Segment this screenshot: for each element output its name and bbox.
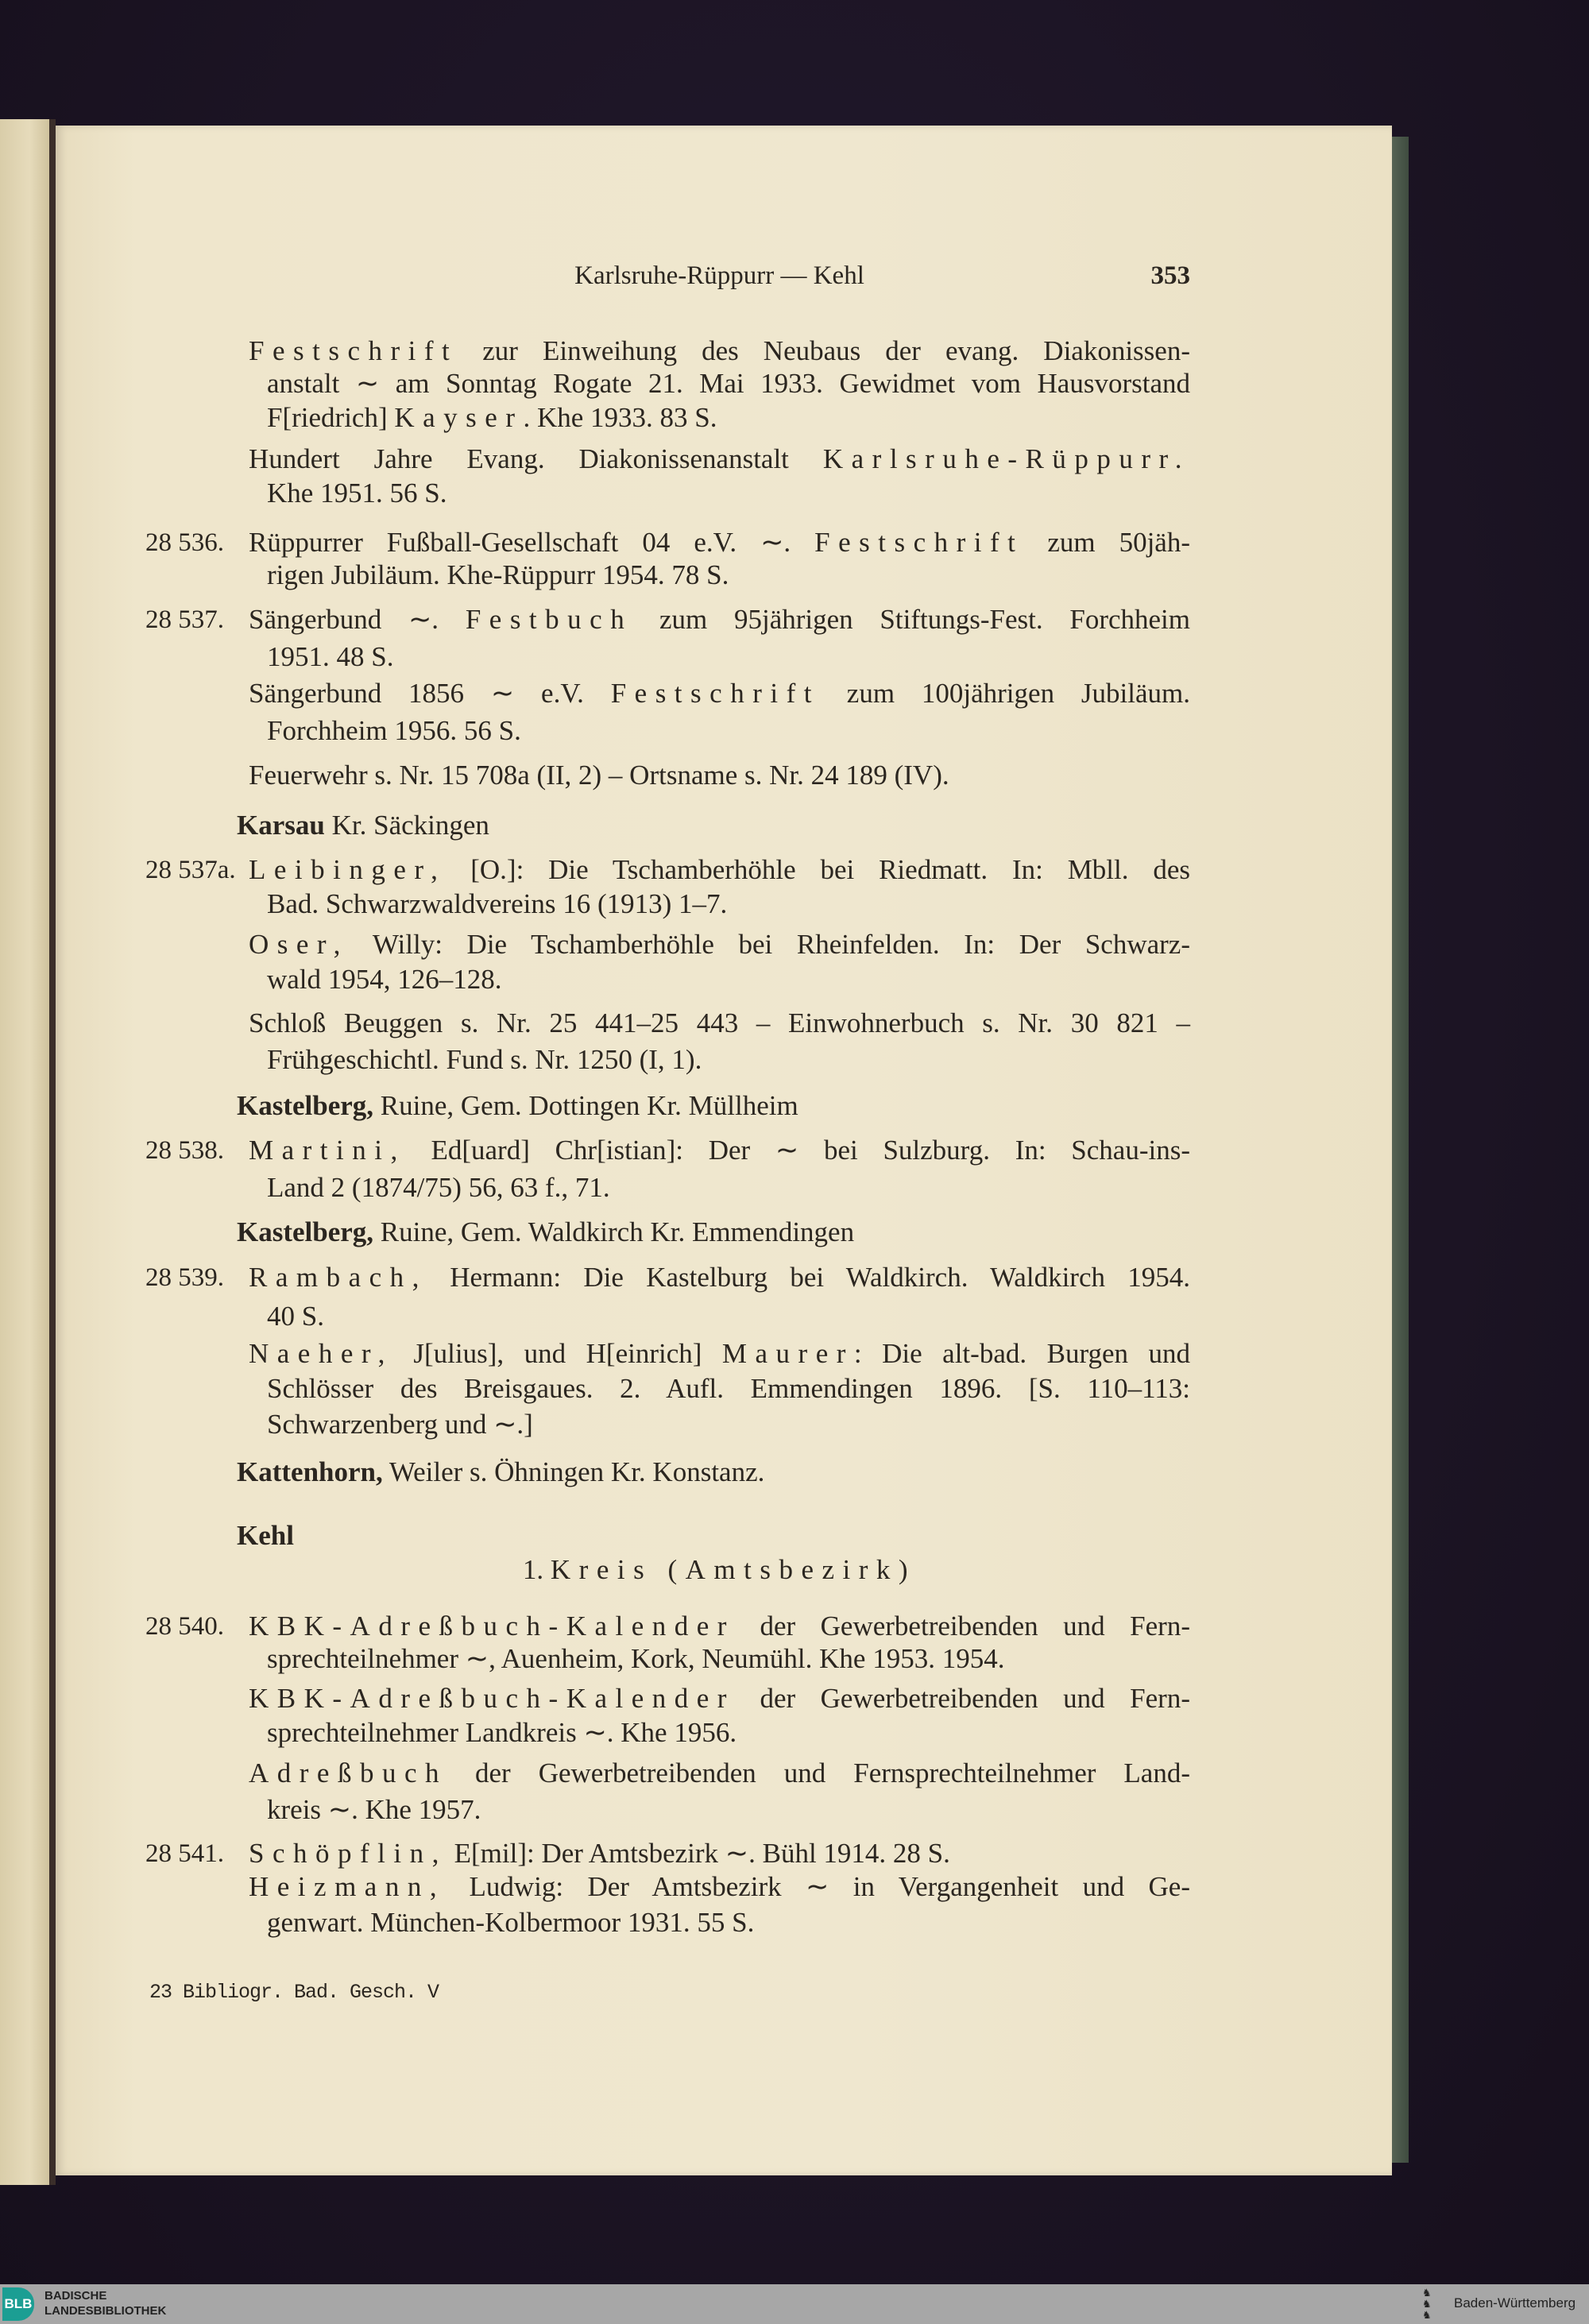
text-line	[249, 854, 1190, 886]
text-segment: Forchheim 1956. 56 S.	[267, 715, 521, 746]
text-line	[267, 1172, 1190, 1204]
text-line	[267, 368, 1190, 400]
text-segment: Land 2 (1874/75) 56, 63 f., 71.	[267, 1172, 610, 1203]
text-line	[249, 760, 1190, 791]
text-line	[267, 402, 1190, 434]
text-line	[267, 559, 1190, 591]
text-line	[267, 1409, 1190, 1440]
text-line	[267, 1301, 1190, 1332]
blb-logo[interactable]: BLB	[2, 2287, 34, 2321]
text-segment: Sängerbund ∼.	[249, 604, 466, 635]
bold-place-name: Karsau	[237, 810, 325, 841]
spaced-author-title: Leibinger,	[249, 854, 447, 885]
text-segment: zum 50jäh-	[1023, 527, 1190, 558]
text-segment: zum 95jährigen Stiftungs-Fest. Forchheim	[632, 604, 1190, 635]
text-line	[267, 1643, 1190, 1675]
text-line	[249, 1683, 1190, 1715]
place-heading	[237, 1520, 294, 1552]
text-line	[249, 1338, 1190, 1370]
text-segment: der Gewerbetreibenden und Fern-	[734, 1611, 1190, 1641]
previous-page-edge	[0, 119, 49, 2185]
text-segment: Rüppurrer Fußball-Gesellschaft 04 e.V. ∼.	[249, 527, 815, 558]
viewer-footer-bar	[0, 2284, 1589, 2324]
text-segment: 40 S.	[267, 1301, 324, 1332]
text-line	[249, 1611, 1190, 1642]
text-segment: zur Einweihung des Neubaus der evang. Diakonissen-	[458, 335, 1190, 366]
text-line	[267, 1373, 1190, 1405]
state-coat-of-arms-icon: ♞ ♞ ♞	[1422, 2287, 1432, 2321]
text-segment: Ed[uard] Chr[istian]: Der ∼ bei Sulzburg. In: Schau-ins-	[405, 1135, 1190, 1166]
text-line	[267, 1907, 1190, 1939]
text-segment: Willy: Die Tschamberhöhle bei Rheinfelden. In: Der Schwarz-	[348, 929, 1190, 960]
place-heading	[237, 1456, 764, 1488]
text-line	[249, 1007, 1190, 1039]
state-label: Baden-Württemberg	[1454, 2295, 1576, 2310]
text-segment: Feuerwehr s. Nr. 15 708a (II, 2) – Ortsname s. Nr. 24 189 (IV).	[249, 760, 949, 791]
spaced-author-title: Maurer	[721, 1338, 854, 1369]
text-segment: Ruine, Gem. Waldkirch Kr. Emmendingen	[373, 1216, 855, 1247]
text-segment: Ruine, Gem. Dottingen Kr. Müllheim	[373, 1090, 798, 1121]
spaced-author-title: KBK-Adreßbuch-Kalender	[249, 1683, 735, 1714]
text-segment: wald 1954, 126–128.	[267, 964, 502, 995]
spaced-author-title: Festschrift	[610, 678, 820, 709]
text-line	[249, 1838, 1190, 1870]
place-heading	[237, 1090, 798, 1122]
text-segment: Hermann: Die Kastelburg bei Waldkirch. Waldkirch 1954.	[427, 1262, 1190, 1293]
place-heading	[237, 1216, 854, 1248]
spaced-author-title: Oser,	[249, 929, 349, 960]
text-line	[249, 929, 1190, 961]
text-segment: F[riedrich]	[267, 402, 395, 433]
text-segment: 1951. 48 S.	[267, 641, 394, 672]
text-segment: J[ulius], und H[einrich]	[392, 1338, 722, 1369]
text-segment: genwart. München-Kolbermoor 1931. 55 S.	[267, 1907, 755, 1938]
spaced-author-title: Rambach,	[249, 1262, 427, 1293]
bold-place-name: Kehl	[237, 1520, 294, 1551]
text-segment: Khe 1951. 56 S.	[267, 478, 447, 508]
text-segment: Kr. Säckingen	[324, 810, 489, 841]
entry-number: 28 541.	[145, 1839, 224, 1868]
bold-place-name: Kastelberg,	[237, 1090, 374, 1121]
text-segment: Sängerbund 1856 ∼ e.V.	[249, 678, 611, 709]
bold-place-name: Kattenhorn,	[237, 1456, 383, 1487]
text-line	[249, 604, 1190, 636]
signature-footnote: 23 Bibliogr. Bad. Gesch. V	[149, 1981, 439, 2004]
text-line	[249, 443, 1190, 475]
spaced-author-title: Festbuch	[465, 604, 633, 635]
text-segment: Schlösser des Breisgaues. 2. Aufl. Emmendingen 1896. [S. 110–113:	[267, 1373, 1190, 1404]
spaced-author-title: Naeher,	[249, 1338, 393, 1369]
library-name-line1: BADISCHE	[44, 2289, 107, 2303]
spaced-author-title: Kayser	[394, 402, 524, 433]
entry-number: 28 537.	[145, 605, 224, 634]
spaced-author-title: Kreis (Amtsbezirk)	[550, 1554, 917, 1585]
spaced-author-title: Festschrift	[814, 527, 1024, 558]
text-segment: anstalt ∼ am Sonntag Rogate 21. Mai 1933. Gewidmet vom Hausvorstand	[267, 368, 1190, 399]
bold-place-name: Kastelberg,	[237, 1216, 374, 1247]
spaced-author-title: Heizmann,	[249, 1871, 446, 1902]
text-segment: Ludwig: Der Amtsbezirk ∼ in Vergangenheit und Ge-	[445, 1871, 1190, 1902]
text-segment: kreis ∼. Khe 1957.	[267, 1794, 481, 1825]
text-line	[249, 678, 1190, 710]
text-line	[267, 478, 1190, 509]
page-gutter	[49, 119, 56, 2185]
text-line	[249, 335, 1190, 367]
text-line	[267, 1794, 1190, 1826]
text-line	[267, 1044, 1190, 1076]
entry-number: 28 537a.	[145, 856, 236, 884]
text-segment: E[mil]: Der Amtsbezirk ∼. Bühl 1914. 28 S.	[447, 1838, 950, 1869]
text-line	[249, 1135, 1190, 1166]
spaced-author-title: Adreßbuch	[249, 1758, 448, 1788]
text-segment: Schloß Beuggen s. Nr. 25 441–25 443 – Einwohnerbuch s. Nr. 30 821 –	[249, 1007, 1190, 1038]
section-heading	[249, 1554, 1190, 1586]
spaced-author-title: Martini,	[249, 1135, 406, 1166]
library-name-line2: LANDESBIBLIOTHEK	[44, 2304, 167, 2318]
text-segment: zum 100jährigen Jubiläum.	[819, 678, 1190, 709]
text-line	[267, 888, 1190, 920]
entry-number: 28 536.	[145, 528, 224, 557]
spaced-author-title: Festschrift	[249, 335, 458, 366]
page-number: 353	[1150, 261, 1190, 290]
text-segment: Bad. Schwarzwaldvereins 16 (1913) 1–7.	[267, 888, 728, 919]
text-segment: sprechteilnehmer ∼, Auenheim, Kork, Neumühl. Khe 1953. 1954.	[267, 1643, 1005, 1674]
text-segment: Frühgeschichtl. Fund s. Nr. 1250 (I, 1).	[267, 1044, 702, 1075]
text-segment: [O.]: Die Tschamberhöhle bei Riedmatt. In: Mbll. des	[446, 854, 1190, 885]
text-segment: der Gewerbetreibenden und Fern-	[734, 1683, 1190, 1714]
spaced-author-title: KBK-Adreßbuch-Kalender	[249, 1611, 735, 1641]
text-line	[249, 1262, 1190, 1293]
text-segment: der Gewerbetreibenden und Fernsprechteilnehmer Land-	[447, 1758, 1190, 1788]
entry-number: 28 539.	[145, 1263, 224, 1292]
header-title: Karlsruhe-Rüppurr — Kehl	[574, 261, 864, 290]
spaced-author-title: Schöpflin,	[249, 1838, 447, 1869]
place-heading	[237, 810, 489, 841]
text-segment: Hundert Jahre Evang. Diakonissenanstalt	[249, 443, 823, 474]
text-line	[267, 715, 1190, 747]
spaced-author-title: Karlsruhe-Rüppurr.	[822, 443, 1190, 474]
text-segment: : Die alt-bad. Burgen und	[853, 1338, 1190, 1369]
text-segment: Weiler s. Öhningen Kr. Konstanz.	[382, 1456, 765, 1487]
text-line	[249, 1758, 1190, 1789]
text-line	[267, 641, 1190, 673]
text-line	[249, 1871, 1190, 1903]
text-segment: Schwarzenberg und ∼.]	[267, 1409, 533, 1440]
text-segment: 1.	[522, 1554, 551, 1585]
text-line	[267, 1717, 1190, 1749]
text-line	[267, 964, 1190, 996]
entry-number: 28 540.	[145, 1612, 224, 1641]
text-segment: rigen Jubiläum. Khe-Rüppurr 1954. 78 S.	[267, 559, 729, 590]
text-line	[249, 527, 1190, 559]
text-segment: sprechteilnehmer Landkreis ∼. Khe 1956.	[267, 1717, 737, 1748]
text-segment: . Khe 1933. 83 S.	[523, 402, 717, 433]
entry-number: 28 538.	[145, 1136, 224, 1165]
